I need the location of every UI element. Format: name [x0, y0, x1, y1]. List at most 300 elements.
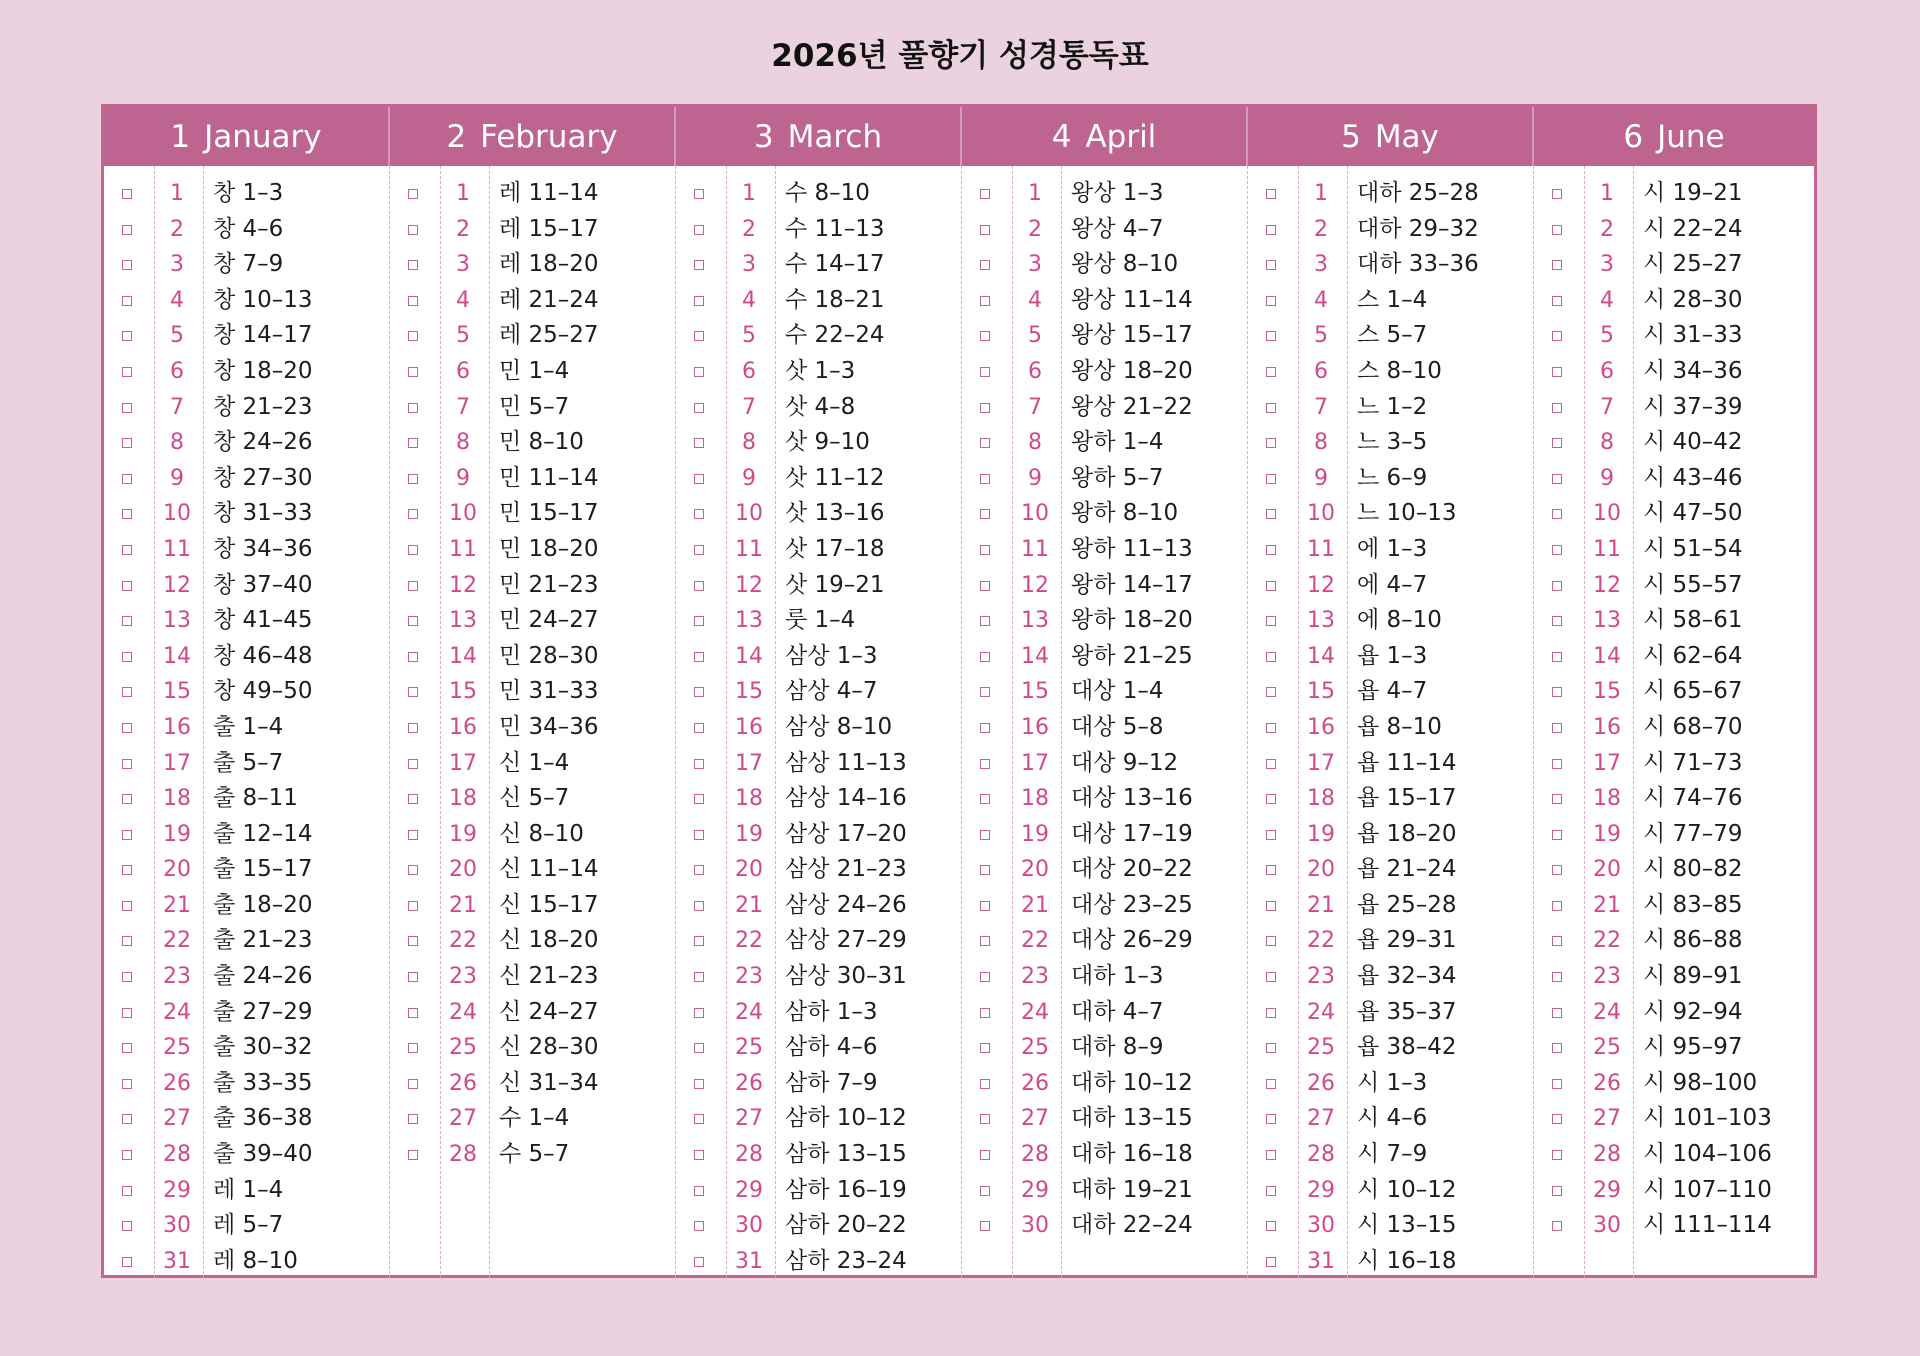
reading-passage: 삼하 13–15 — [785, 1141, 907, 1168]
day-number: 10 — [1593, 501, 1621, 527]
day-number: 30 — [735, 1213, 763, 1239]
checkbox-icon[interactable] — [1552, 438, 1562, 448]
checkbox-icon[interactable] — [980, 296, 990, 306]
checkbox-icon[interactable] — [694, 616, 704, 626]
list-item — [104, 1030, 389, 1066]
checkbox-icon[interactable] — [1552, 616, 1562, 626]
checkbox-icon[interactable] — [122, 1008, 132, 1018]
checkbox-icon[interactable] — [1552, 1043, 1562, 1053]
day-number: 6 — [1028, 358, 1042, 384]
checkbox-icon[interactable] — [694, 331, 704, 341]
checkbox-icon[interactable] — [408, 1114, 418, 1124]
checkbox-icon[interactable] — [980, 403, 990, 413]
list-item — [1534, 176, 1814, 212]
checkbox-icon[interactable] — [408, 367, 418, 377]
checkbox-icon[interactable] — [1552, 1114, 1562, 1124]
checkbox-icon[interactable] — [980, 331, 990, 341]
checkbox-icon[interactable] — [1552, 225, 1562, 235]
checkbox-icon[interactable] — [980, 1150, 990, 1160]
list-item — [1534, 639, 1814, 675]
checkbox-icon[interactable] — [122, 652, 132, 662]
list-item — [1534, 603, 1814, 639]
day-number: 2 — [1028, 216, 1042, 242]
reading-passage: 시 95–97 — [1643, 1034, 1743, 1061]
checkbox-icon[interactable] — [408, 616, 418, 626]
checkbox-icon[interactable] — [694, 1008, 704, 1018]
checkbox-icon[interactable] — [1552, 936, 1562, 946]
checkbox-icon[interactable] — [980, 936, 990, 946]
checkbox-icon[interactable] — [694, 759, 704, 769]
day-number: 16 — [163, 714, 191, 740]
checkbox-icon[interactable] — [694, 901, 704, 911]
checkbox-icon[interactable] — [1552, 794, 1562, 804]
checkbox-icon[interactable] — [122, 1186, 132, 1196]
checkbox-icon[interactable] — [1266, 901, 1276, 911]
checkbox-icon[interactable] — [980, 1186, 990, 1196]
checkbox-icon[interactable] — [980, 830, 990, 840]
month-name: March — [787, 118, 883, 155]
checkbox-icon[interactable] — [694, 474, 704, 484]
checkbox-icon[interactable] — [1552, 260, 1562, 270]
checkbox-icon[interactable] — [408, 865, 418, 875]
checkbox-icon[interactable] — [980, 545, 990, 555]
checkbox-icon[interactable] — [408, 331, 418, 341]
checkbox-icon[interactable] — [980, 225, 990, 235]
list-item — [1534, 781, 1814, 817]
day-number: 29 — [1593, 1177, 1621, 1203]
day-number: 12 — [1021, 572, 1049, 598]
checkbox-icon[interactable] — [1266, 474, 1276, 484]
reading-passage: 대하 29–32 — [1357, 215, 1479, 242]
month-name: January — [204, 118, 322, 155]
list-item — [390, 674, 675, 710]
checkbox-icon[interactable] — [980, 687, 990, 697]
checkbox-icon[interactable] — [408, 794, 418, 804]
checkbox-icon[interactable] — [122, 936, 132, 946]
checkbox-icon[interactable] — [694, 936, 704, 946]
day-number: 23 — [449, 964, 477, 990]
reading-passage: 시 68–70 — [1643, 713, 1743, 740]
day-number: 22 — [449, 928, 477, 954]
checkbox-icon[interactable] — [694, 509, 704, 519]
reading-passage: 삼상 4–7 — [785, 678, 878, 705]
checkbox-icon[interactable] — [694, 723, 704, 733]
reading-passage: 왕상 8–10 — [1071, 251, 1179, 278]
checkbox-icon[interactable] — [1266, 225, 1276, 235]
checkbox-icon[interactable] — [1266, 759, 1276, 769]
checkbox-icon[interactable] — [122, 830, 132, 840]
checkbox-icon[interactable] — [1266, 972, 1276, 982]
day-number: 12 — [735, 572, 763, 598]
checkbox-icon[interactable] — [694, 1043, 704, 1053]
checkbox-icon[interactable] — [1552, 509, 1562, 519]
checkbox-icon[interactable] — [408, 901, 418, 911]
checkbox-icon[interactable] — [1266, 652, 1276, 662]
checkbox-icon[interactable] — [122, 1150, 132, 1160]
list-item — [1534, 318, 1814, 354]
reading-passage: 출 30–32 — [213, 1034, 313, 1061]
checkbox-icon[interactable] — [122, 972, 132, 982]
reading-passage: 대상 20–22 — [1071, 856, 1193, 883]
list-item — [676, 1066, 961, 1102]
day-number: 20 — [1307, 857, 1335, 883]
checkbox-icon[interactable] — [122, 1043, 132, 1053]
checkbox-icon[interactable] — [122, 901, 132, 911]
checkbox-icon[interactable] — [980, 474, 990, 484]
checkbox-icon[interactable] — [408, 545, 418, 555]
checkbox-icon[interactable] — [122, 367, 132, 377]
checkbox-icon[interactable] — [1266, 1221, 1276, 1231]
reading-passage: 삿 11–12 — [785, 464, 885, 491]
checkbox-icon[interactable] — [980, 189, 990, 199]
checkbox-icon[interactable] — [408, 759, 418, 769]
reading-passage: 왕상 18–20 — [1071, 357, 1193, 384]
reading-passage: 민 5–7 — [499, 393, 570, 420]
checkbox-icon[interactable] — [1266, 1186, 1276, 1196]
day-number: 7 — [1600, 394, 1614, 420]
checkbox-icon[interactable] — [122, 723, 132, 733]
day-number: 2 — [456, 216, 470, 242]
checkbox-icon[interactable] — [1266, 616, 1276, 626]
checkbox-icon[interactable] — [980, 616, 990, 626]
checkbox-icon[interactable] — [980, 1114, 990, 1124]
checkbox-icon[interactable] — [122, 189, 132, 199]
checkbox-icon[interactable] — [694, 189, 704, 199]
reading-passage: 삼하 1–3 — [785, 998, 878, 1025]
reading-passage: 에 4–7 — [1357, 571, 1428, 598]
checkbox-icon[interactable] — [1266, 830, 1276, 840]
list-item — [104, 995, 389, 1031]
checkbox-icon[interactable] — [1266, 1114, 1276, 1124]
checkbox-icon[interactable] — [1552, 652, 1562, 662]
day-number: 20 — [735, 857, 763, 883]
checkbox-icon[interactable] — [408, 1079, 418, 1089]
day-number: 9 — [1028, 465, 1042, 491]
checkbox-icon[interactable] — [694, 1221, 704, 1231]
checkbox-icon[interactable] — [694, 403, 704, 413]
checkbox-icon[interactable] — [122, 474, 132, 484]
checkbox-icon[interactable] — [1552, 581, 1562, 591]
checkbox-icon[interactable] — [122, 616, 132, 626]
checkbox-icon[interactable] — [408, 474, 418, 484]
checkbox-icon[interactable] — [1552, 687, 1562, 697]
day-number: 17 — [735, 750, 763, 776]
checkbox-icon[interactable] — [694, 296, 704, 306]
checkbox-icon[interactable] — [122, 509, 132, 519]
list-item — [1248, 1137, 1533, 1173]
list-item — [676, 923, 961, 959]
day-number: 6 — [1600, 358, 1614, 384]
checkbox-icon[interactable] — [122, 296, 132, 306]
reading-passage: 대하 13–15 — [1071, 1105, 1193, 1132]
checkbox-icon[interactable] — [408, 972, 418, 982]
checkbox-icon[interactable] — [1552, 1008, 1562, 1018]
checkbox-icon[interactable] — [122, 545, 132, 555]
reading-passage: 삼상 11–13 — [785, 749, 907, 776]
checkbox-icon[interactable] — [1266, 367, 1276, 377]
checkbox-icon[interactable] — [1266, 865, 1276, 875]
checkbox-icon[interactable] — [1552, 1150, 1562, 1160]
list-item — [1534, 674, 1814, 710]
checkbox-icon[interactable] — [1552, 331, 1562, 341]
checkbox-icon[interactable] — [980, 972, 990, 982]
list-item — [962, 1030, 1247, 1066]
checkbox-icon[interactable] — [1552, 723, 1562, 733]
list-item — [1534, 1101, 1814, 1137]
checkbox-icon[interactable] — [408, 830, 418, 840]
day-number: 24 — [1593, 999, 1621, 1025]
checkbox-icon[interactable] — [408, 581, 418, 591]
checkbox-icon[interactable] — [1266, 936, 1276, 946]
checkbox-icon[interactable] — [1266, 1079, 1276, 1089]
day-number: 5 — [1314, 323, 1328, 349]
checkbox-icon[interactable] — [1552, 865, 1562, 875]
checkbox-icon[interactable] — [122, 1257, 132, 1267]
checkbox-icon[interactable] — [122, 260, 132, 270]
list-item — [1248, 283, 1533, 319]
checkbox-icon[interactable] — [408, 1043, 418, 1053]
checkbox-icon[interactable] — [1266, 1008, 1276, 1018]
checkbox-icon[interactable] — [1552, 1079, 1562, 1089]
checkbox-icon[interactable] — [980, 794, 990, 804]
checkbox-icon[interactable] — [1552, 1186, 1562, 1196]
reading-passage: 시 47–50 — [1643, 500, 1743, 527]
list-item — [1534, 746, 1814, 782]
checkbox-icon[interactable] — [980, 438, 990, 448]
checkbox-icon[interactable] — [408, 652, 418, 662]
checkbox-icon[interactable] — [980, 1008, 990, 1018]
checkbox-icon[interactable] — [980, 759, 990, 769]
list-item — [1248, 496, 1533, 532]
list-item — [104, 568, 389, 604]
reading-passage: 시 31–33 — [1643, 322, 1743, 349]
checkbox-icon[interactable] — [1266, 296, 1276, 306]
reading-passage: 신 31–34 — [499, 1069, 599, 1096]
checkbox-icon[interactable] — [694, 1257, 704, 1267]
day-number: 18 — [1021, 786, 1049, 812]
checkbox-icon[interactable] — [694, 545, 704, 555]
checkbox-icon[interactable] — [1266, 438, 1276, 448]
list-item — [1534, 532, 1814, 568]
checkbox-icon[interactable] — [694, 865, 704, 875]
day-number: 19 — [163, 821, 191, 847]
checkbox-icon[interactable] — [1552, 545, 1562, 555]
day-number: 9 — [170, 465, 184, 491]
checkbox-icon[interactable] — [1552, 474, 1562, 484]
checkbox-icon[interactable] — [980, 581, 990, 591]
list-item — [1534, 568, 1814, 604]
list-item — [390, 817, 675, 853]
list-item — [104, 461, 389, 497]
checkbox-icon[interactable] — [408, 687, 418, 697]
checkbox-icon[interactable] — [1552, 189, 1562, 199]
reading-passage: 시 19–21 — [1643, 180, 1743, 206]
day-number: 22 — [1021, 928, 1049, 954]
checkbox-icon[interactable] — [1266, 1043, 1276, 1053]
list-item — [962, 318, 1247, 354]
checkbox-icon[interactable] — [1552, 901, 1562, 911]
list-item — [676, 496, 961, 532]
reading-passage: 욥 15–17 — [1357, 785, 1457, 812]
checkbox-icon[interactable] — [980, 652, 990, 662]
checkbox-icon[interactable] — [122, 581, 132, 591]
checkbox-icon[interactable] — [1266, 581, 1276, 591]
day-number: 10 — [449, 501, 477, 527]
checkbox-icon[interactable] — [1552, 296, 1562, 306]
checkbox-icon[interactable] — [408, 296, 418, 306]
checkbox-icon[interactable] — [694, 1079, 704, 1089]
checkbox-icon[interactable] — [1266, 1150, 1276, 1160]
reading-passage: 민 24–27 — [499, 607, 599, 634]
checkbox-icon[interactable] — [980, 723, 990, 733]
checkbox-icon[interactable] — [408, 189, 418, 199]
checkbox-icon[interactable] — [1552, 830, 1562, 840]
checkbox-icon[interactable] — [694, 687, 704, 697]
checkbox-icon[interactable] — [122, 438, 132, 448]
checkbox-icon[interactable] — [408, 225, 418, 235]
checkbox-icon[interactable] — [1266, 403, 1276, 413]
checkbox-icon[interactable] — [980, 901, 990, 911]
checkbox-icon[interactable] — [694, 1114, 704, 1124]
checkbox-icon[interactable] — [1552, 1221, 1562, 1231]
list-item — [104, 603, 389, 639]
reading-passage: 룻 1–4 — [785, 607, 856, 634]
list-item — [962, 212, 1247, 248]
checkbox-icon[interactable] — [122, 794, 132, 804]
list-item — [1248, 461, 1533, 497]
list-item — [1248, 1101, 1533, 1137]
checkbox-icon[interactable] — [122, 1079, 132, 1089]
reading-passage: 왕하 5–7 — [1071, 464, 1164, 491]
list-item — [104, 425, 389, 461]
day-number: 24 — [163, 999, 191, 1025]
checkbox-icon[interactable] — [122, 687, 132, 697]
checkbox-icon[interactable] — [1266, 794, 1276, 804]
reading-passage: 레 8–10 — [213, 1247, 298, 1274]
list-item — [104, 1066, 389, 1102]
reading-passage: 삼하 23–24 — [785, 1247, 907, 1274]
list-item — [390, 496, 675, 532]
checkbox-icon[interactable] — [1266, 260, 1276, 270]
checkbox-icon[interactable] — [694, 438, 704, 448]
reading-passage: 대하 4–7 — [1071, 998, 1164, 1025]
checkbox-icon[interactable] — [408, 1008, 418, 1018]
reading-passage: 신 18–20 — [499, 927, 599, 954]
checkbox-icon[interactable] — [1266, 1257, 1276, 1267]
checkbox-icon[interactable] — [408, 936, 418, 946]
day-number: 28 — [1307, 1142, 1335, 1168]
reading-passage: 왕하 18–20 — [1071, 607, 1193, 634]
checkbox-icon[interactable] — [980, 865, 990, 875]
checkbox-icon[interactable] — [1266, 189, 1276, 199]
day-number: 27 — [735, 1106, 763, 1132]
checkbox-icon[interactable] — [122, 225, 132, 235]
reading-passage: 대상 26–29 — [1071, 927, 1193, 954]
checkbox-icon[interactable] — [122, 403, 132, 413]
checkbox-icon[interactable] — [408, 509, 418, 519]
list-item — [962, 425, 1247, 461]
checkbox-icon[interactable] — [694, 972, 704, 982]
day-number: 1 — [170, 181, 184, 206]
reading-passage: 민 31–33 — [499, 678, 599, 705]
reading-passage: 욥 32–34 — [1357, 963, 1457, 990]
day-number: 29 — [163, 1177, 191, 1203]
day-number: 19 — [449, 821, 477, 847]
checkbox-icon[interactable] — [1266, 687, 1276, 697]
checkbox-icon[interactable] — [1266, 509, 1276, 519]
checkbox-icon[interactable] — [980, 260, 990, 270]
checkbox-icon[interactable] — [980, 509, 990, 519]
checkbox-icon[interactable] — [694, 1150, 704, 1160]
day-number: 20 — [449, 857, 477, 883]
checkbox-icon[interactable] — [1266, 331, 1276, 341]
checkbox-icon[interactable] — [694, 830, 704, 840]
checkbox-icon[interactable] — [122, 865, 132, 875]
checkbox-icon[interactable] — [1266, 723, 1276, 733]
list-item — [390, 746, 675, 782]
reading-passage: 레 1–4 — [213, 1176, 284, 1203]
checkbox-icon[interactable] — [1266, 545, 1276, 555]
reading-passage: 창 27–30 — [213, 464, 313, 491]
checkbox-icon[interactable] — [408, 260, 418, 270]
checkbox-icon[interactable] — [122, 1114, 132, 1124]
checkbox-icon[interactable] — [408, 1150, 418, 1160]
checkbox-icon[interactable] — [980, 1221, 990, 1231]
checkbox-icon[interactable] — [694, 1186, 704, 1196]
reading-passage: 시 4–6 — [1357, 1105, 1428, 1132]
checkbox-icon[interactable] — [408, 438, 418, 448]
checkbox-icon[interactable] — [980, 1043, 990, 1053]
list-item — [1534, 852, 1814, 888]
checkbox-icon[interactable] — [408, 403, 418, 413]
checkbox-icon[interactable] — [122, 759, 132, 769]
checkbox-icon[interactable] — [1552, 972, 1562, 982]
list-item — [676, 710, 961, 746]
checkbox-icon[interactable] — [980, 367, 990, 377]
reading-passage: 출 1–4 — [213, 713, 284, 740]
day-number: 25 — [1307, 1035, 1335, 1061]
checkbox-icon[interactable] — [694, 367, 704, 377]
list-item — [676, 639, 961, 675]
reading-passage: 민 18–20 — [499, 535, 599, 562]
checkbox-icon[interactable] — [694, 225, 704, 235]
day-number: 5 — [170, 323, 184, 349]
checkbox-icon[interactable] — [694, 260, 704, 270]
list-item — [1248, 674, 1533, 710]
checkbox-icon[interactable] — [1552, 367, 1562, 377]
day-number: 19 — [735, 821, 763, 847]
reading-passage: 출 12–14 — [213, 820, 313, 847]
checkbox-icon[interactable] — [694, 581, 704, 591]
checkbox-icon[interactable] — [1552, 759, 1562, 769]
checkbox-icon[interactable] — [408, 723, 418, 733]
day-number: 25 — [735, 1035, 763, 1061]
day-number: 16 — [735, 714, 763, 740]
checkbox-icon[interactable] — [122, 1221, 132, 1231]
reading-passage: 창 41–45 — [213, 607, 313, 634]
reading-passage: 민 15–17 — [499, 500, 599, 527]
day-number: 21 — [1021, 892, 1049, 918]
checkbox-icon[interactable] — [980, 1079, 990, 1089]
checkbox-icon[interactable] — [1552, 403, 1562, 413]
list-item — [962, 746, 1247, 782]
checkbox-icon[interactable] — [694, 652, 704, 662]
list-item — [962, 995, 1247, 1031]
day-number: 29 — [735, 1177, 763, 1203]
checkbox-icon[interactable] — [122, 331, 132, 341]
day-number: 15 — [735, 679, 763, 705]
checkbox-icon[interactable] — [694, 794, 704, 804]
